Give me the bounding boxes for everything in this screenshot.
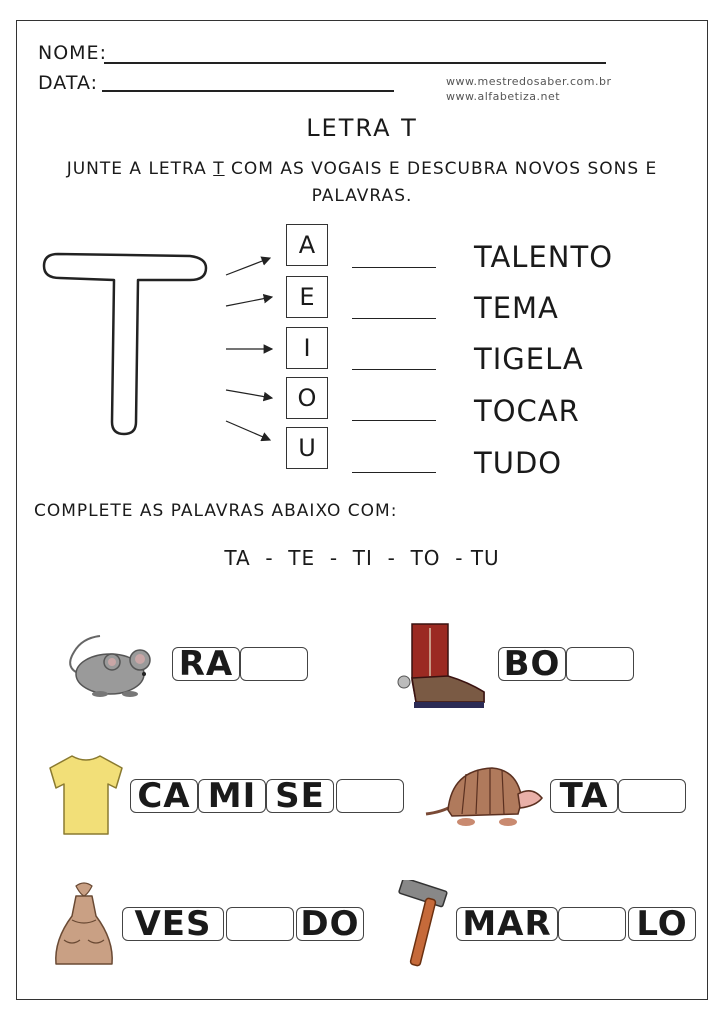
word-2: TEMA xyxy=(474,291,559,325)
page-title: LETRA T xyxy=(306,114,418,142)
word-tile-shirt-1: CA xyxy=(130,779,198,813)
syllable-blank-4[interactable] xyxy=(352,420,436,421)
word-tile-armadillo-1: TA xyxy=(550,779,618,813)
syllable-blank-3[interactable] xyxy=(352,369,436,370)
arrow-e xyxy=(226,297,272,306)
instruction-after: COM AS VOGAIS E DESCUBRA NOVOS SONS E xyxy=(224,159,658,179)
vowel-box-i: I xyxy=(286,327,328,369)
arrow-o xyxy=(226,390,272,398)
word-tile-boot-1: BO xyxy=(498,647,566,681)
instruction-before: JUNTE A LETRA xyxy=(66,159,214,179)
word-tile-dress-3: DO xyxy=(296,907,364,941)
syllable-blank-2[interactable] xyxy=(352,318,436,319)
word-tile-dress-2[interactable] xyxy=(226,907,294,941)
date-label: DATA: xyxy=(38,72,99,94)
word-1: TALENTO xyxy=(474,240,614,274)
word-tile-hammer-1: MAR xyxy=(456,907,558,941)
instruction-letter: T xyxy=(213,159,225,179)
word-3: TIGELA xyxy=(474,342,584,376)
site-url-2: www.alfabetiza.net xyxy=(446,90,561,103)
syllable-list: TA - TE - TI - TO - TU xyxy=(224,546,500,570)
site-url-1: www.mestredosaber.com.br xyxy=(446,75,612,88)
syllable-blank-1[interactable] xyxy=(352,267,436,268)
armadillo-icon xyxy=(422,760,548,830)
word-tile-shirt-2: MI xyxy=(198,779,266,813)
mouse-icon xyxy=(60,628,156,700)
word-4: TOCAR xyxy=(474,394,580,428)
word-tile-mouse-2[interactable] xyxy=(240,647,308,681)
word-tile-shirt-4[interactable] xyxy=(336,779,404,813)
boot-icon xyxy=(396,620,492,710)
word-tile-shirt-3: SE xyxy=(266,779,334,813)
complete-instruction: COMPLETE AS PALAVRAS ABAIXO COM: xyxy=(34,501,398,521)
vowel-box-e: E xyxy=(286,276,328,318)
shirt-icon xyxy=(46,752,126,838)
vowel-box-a: A xyxy=(286,224,328,266)
arrow-u xyxy=(226,421,270,440)
vowel-box-u: U xyxy=(286,427,328,469)
word-tile-armadillo-2[interactable] xyxy=(618,779,686,813)
vowel-box-o: O xyxy=(286,377,328,419)
word-5: TUDO xyxy=(474,446,563,480)
word-tile-mouse-1: RA xyxy=(172,647,240,681)
hammer-icon xyxy=(392,880,452,970)
word-tile-dress-1: VES xyxy=(122,907,224,941)
syllable-blank-5[interactable] xyxy=(352,472,436,473)
word-tile-boot-2[interactable] xyxy=(566,647,634,681)
word-tile-hammer-2[interactable] xyxy=(558,907,626,941)
dress-icon xyxy=(52,880,116,970)
name-label: NOME: xyxy=(38,42,107,64)
arrow-a xyxy=(226,258,270,275)
word-tile-hammer-3: LO xyxy=(628,907,696,941)
instruction-line2: PALAVRAS. xyxy=(311,186,413,206)
